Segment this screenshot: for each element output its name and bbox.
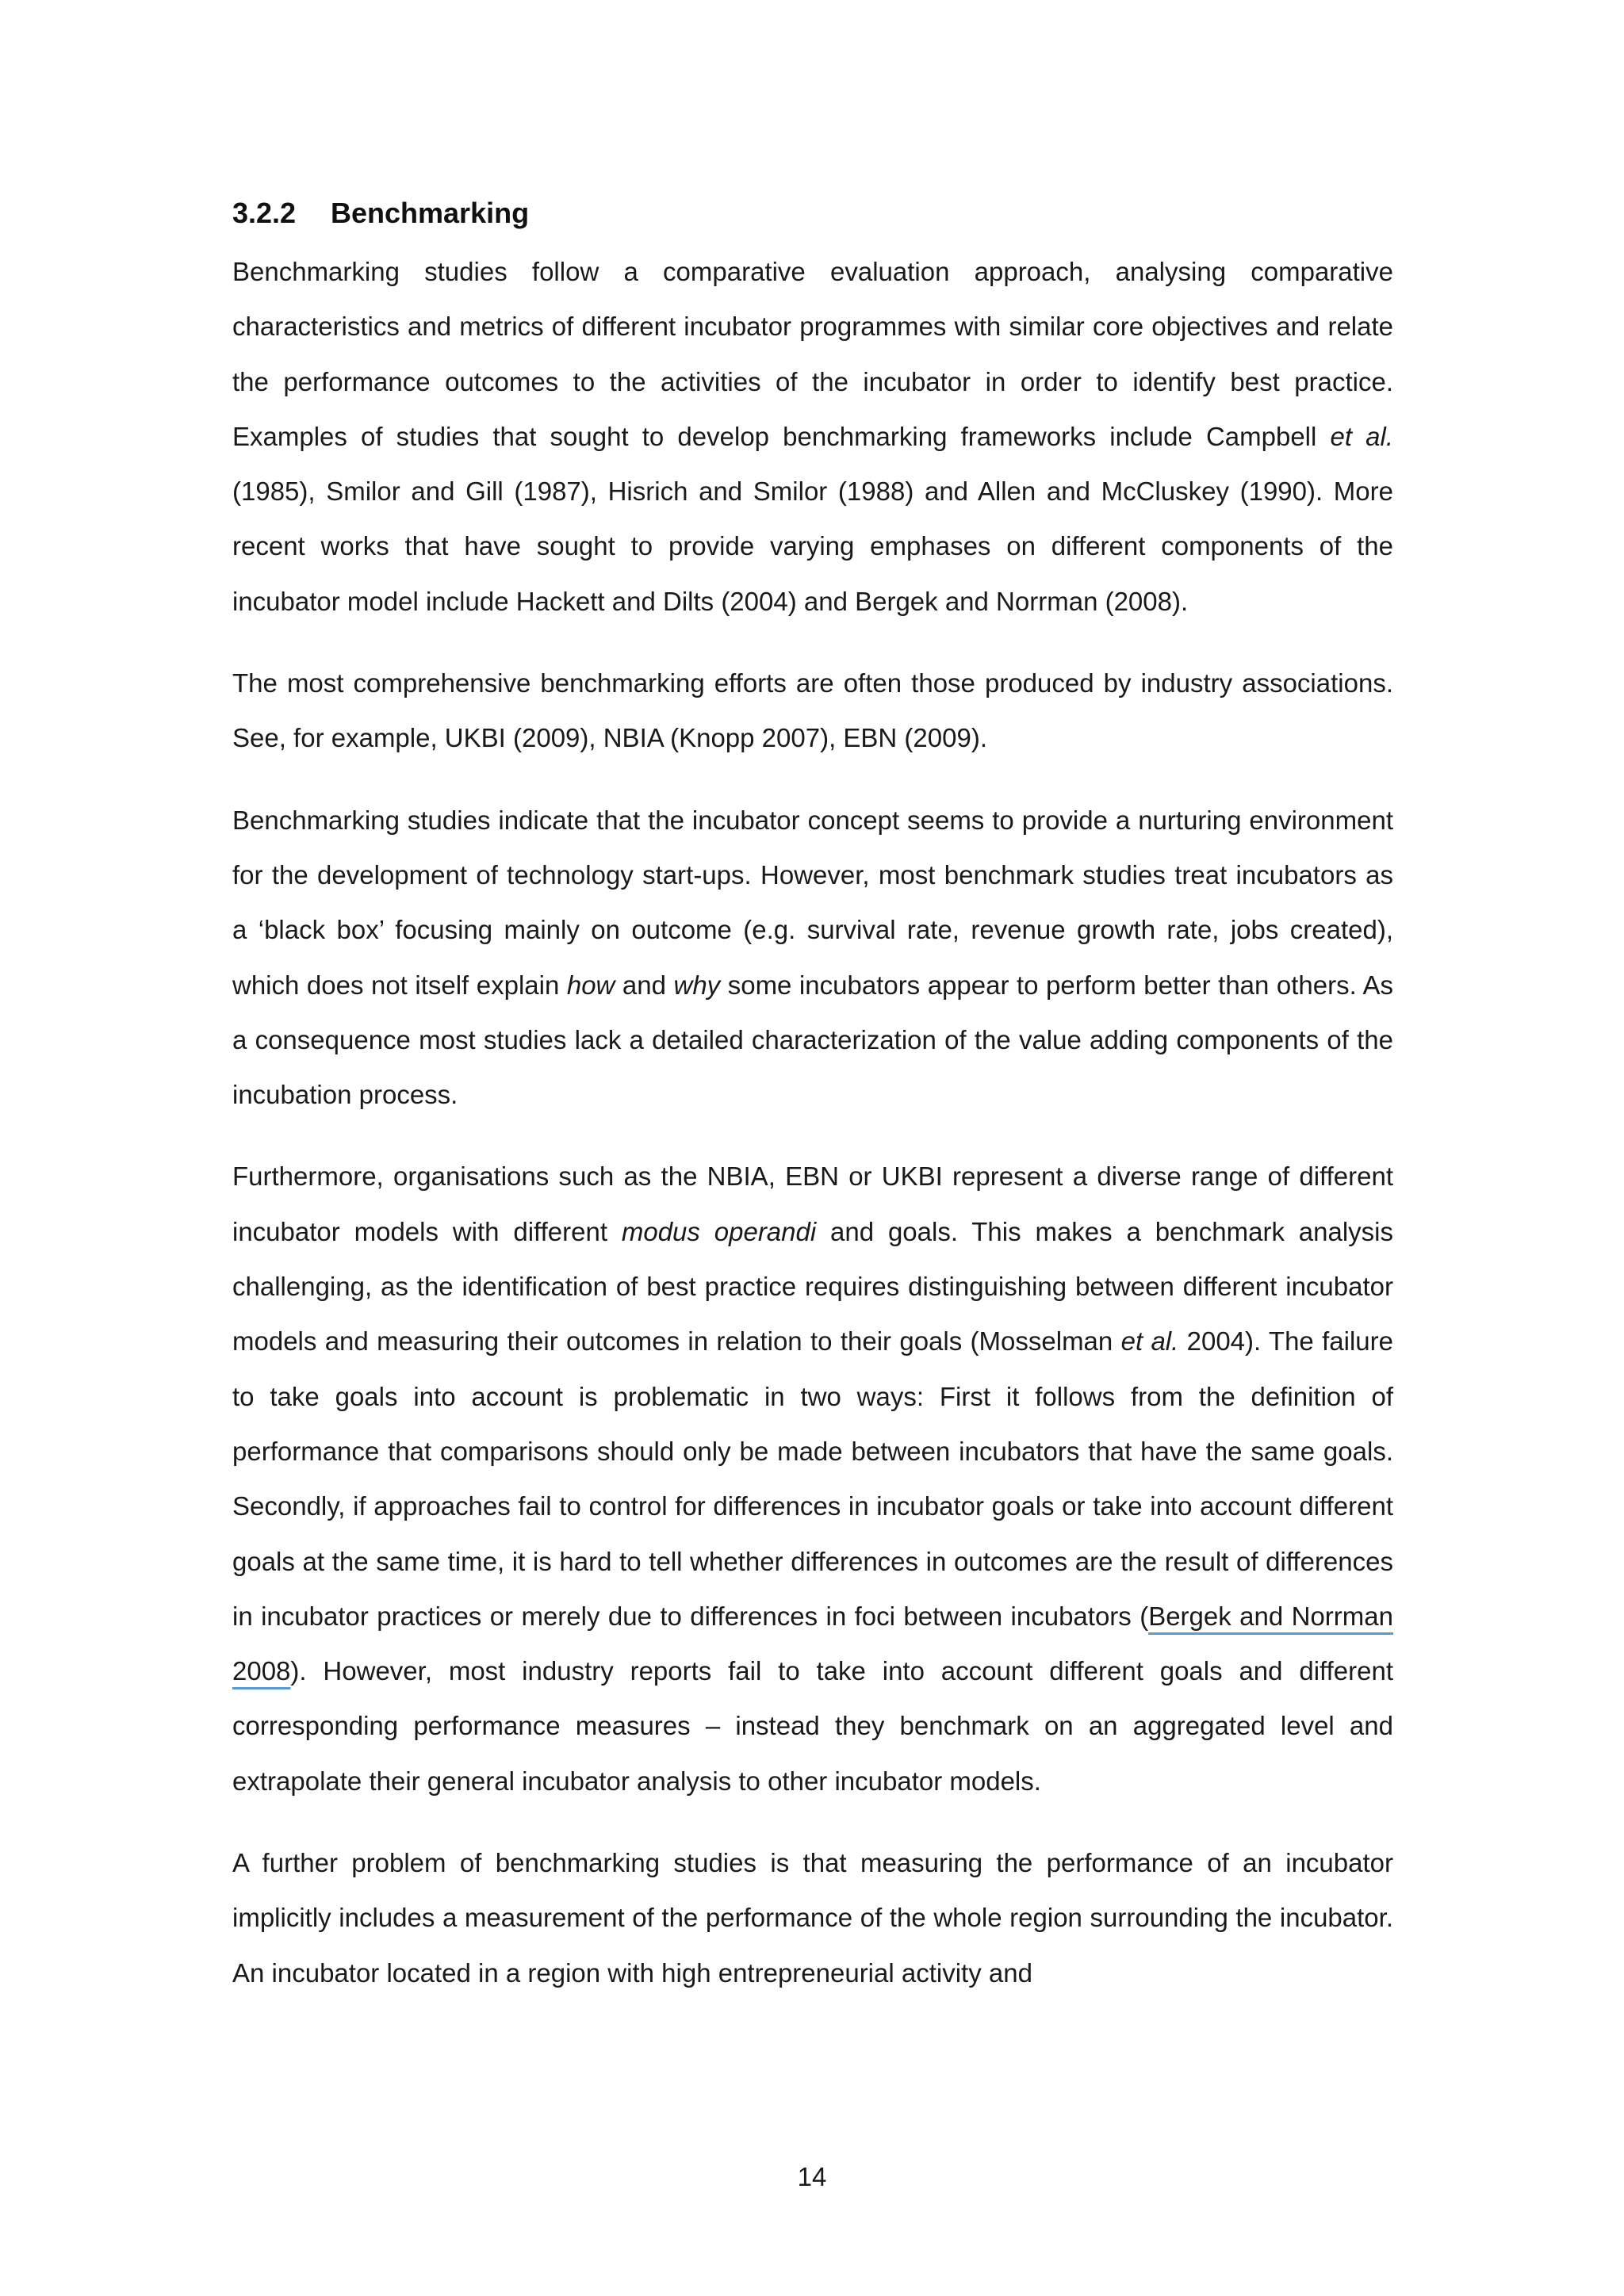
paragraph-text: ). However, most industry reports fail to take into account different goals and different corresponding performance measures – instead they benchmark on an aggregated level and extrapolate their general incubator analysis to other incubator models. (232, 1656, 1393, 1796)
paragraph-text: (1985), Smilor and Gill (1987), Hisrich and Smilor (1988) and Allen and McCluskey (1990). More recent works that have sought to provide varying emphases on different components of the incubator model include Hackett and Dilts (2004) and Bergek and Norrman (2008). (232, 476, 1393, 616)
paragraph-text: 2004). The failure to take goals into account is problematic in two ways: First it follows from the definition of performance that comparisons should only be made between incubators that have the same goals. Secondly, if approaches fail to control for differences in incubator goals or take into account different goals at the same time, it is hard to tell whether differences in outcomes are the result of differences in incubator practices or merely due to differences in foci between incubators ( (232, 1326, 1393, 1631)
section-heading (232, 187, 1393, 239)
paragraph-text: some incubators appear to perform better than others. As a consequence most studies lack a detailed characterization of the value adding components of the incubation process. (232, 970, 1393, 1110)
paragraph-text: Benchmarking studies indicate that the incubator concept seems to provide a nurturing environment for the development of technology start-ups. However, most benchmark studies treat incubators as a ‘black box’ focusing mainly on outcome (e.g. survival rate, revenue growth rate, jobs created), which does not itself explain (232, 805, 1393, 1000)
paragraph-3 (232, 793, 1393, 1123)
paragraph-text: and goals. This makes a benchmark analysis challenging, as the identification of best practice requires distinguishing between different incubator models and measuring their outcomes in relation to their goals (Mosselman (232, 1216, 1394, 1357)
section-title: Benchmarking (331, 197, 530, 229)
page-number: 14 (797, 2162, 827, 2191)
paragraph-text: A further problem of benchmarking studies is that measuring the performance of an incubator implicitly includes a measurement of the performance of the whole region surrounding the incubator. An incubator located in a region with high entrepreneurial activity and (232, 1848, 1393, 1988)
italic-text: how (566, 970, 615, 1000)
paragraph-4 (232, 1149, 1393, 1808)
italic-text: modus operandi (621, 1216, 817, 1246)
paragraph-1 (232, 244, 1393, 629)
paragraph-2 (232, 656, 1393, 766)
citation-link[interactable]: Bergek and Norrman 2008 (232, 1601, 1393, 1686)
paragraph-text: Furthermore, organisations such as the NBIA, EBN or UKBI represent a diverse range of different incubator models with different (232, 1161, 1393, 1246)
paragraph-text: The most comprehensive benchmarking efforts are often those produced by industry associations. See, for example, UKBI (2009), NBIA (Knopp 2007), EBN (2009). (232, 668, 1393, 753)
italic-text: why (673, 970, 721, 1000)
page-body (232, 187, 1393, 2000)
paragraph-text: Benchmarking studies follow a comparative evaluation approach, analysing comparative characteristics and metrics of different incubator programmes with similar core objectives and relate the performance outcomes to the activities of the incubator in order to identify best practice. Examples of studies that sought to develop benchmarking frameworks include Campbell (232, 257, 1393, 451)
italic-text: et al. (1330, 421, 1393, 451)
paragraph-text: and (615, 970, 674, 1000)
section-number: 3.2.2 (232, 197, 297, 229)
italic-text: et al. (1120, 1326, 1179, 1357)
paragraph-5 (232, 1835, 1393, 2000)
